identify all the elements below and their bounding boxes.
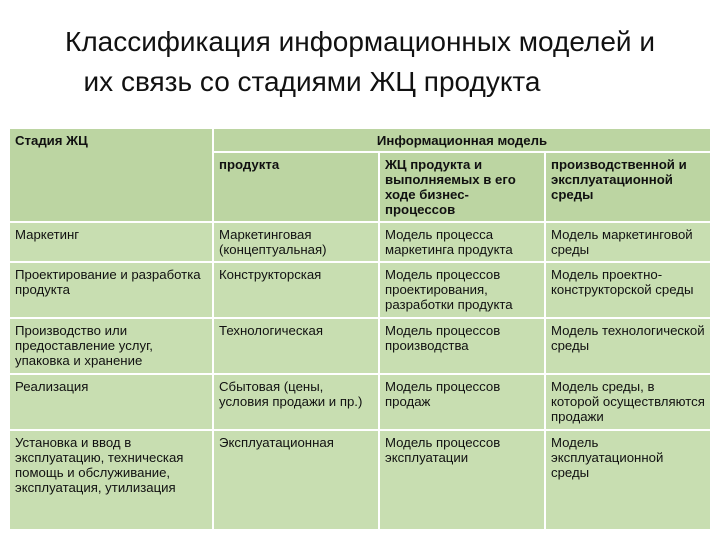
table-row <box>9 430 711 530</box>
header-lifecycle-processes: ЖЦ продукта и выполняемых в его ходе бизнес-процессов <box>379 152 545 222</box>
header-product: продукта <box>213 152 379 222</box>
header-environment: производственной и эксплуатационной среды <box>545 152 711 222</box>
table-row <box>9 318 711 374</box>
cell-stage: Проектирование и разработка продукта <box>9 262 213 318</box>
cell-product-model: Технологическая <box>213 318 379 374</box>
cell-environment-model: Модель маркетинговой среды <box>545 222 711 262</box>
header-information-model: Информационная модель <box>213 128 711 152</box>
table-row <box>9 374 711 430</box>
cell-process-model: Модель процессов эксплуатации <box>379 430 545 530</box>
classification-table <box>8 127 712 531</box>
cell-product-model: Конструкторская <box>213 262 379 318</box>
classification-table-container <box>8 127 710 513</box>
cell-environment-model: Модель среды, в которой осуществляются продажи <box>545 374 711 430</box>
cell-product-model: Маркетинговая (концептуальная) <box>213 222 379 262</box>
cell-environment-model: Модель технологической среды <box>545 318 711 374</box>
title-line-1: Классификация информационных моделей и <box>65 26 655 57</box>
cell-stage: Реализация <box>9 374 213 430</box>
cell-process-model: Модель процессов проектирования, разработки продукта <box>379 262 545 318</box>
cell-product-model: Эксплуатационная <box>213 430 379 530</box>
cell-process-model: Модель процессов продаж <box>379 374 545 430</box>
header-stage: Стадия ЖЦ <box>9 128 213 222</box>
slide-title <box>0 22 720 102</box>
table-row <box>9 222 711 262</box>
cell-process-model: Модель процесса маркетинга продукта <box>379 222 545 262</box>
table-header-row-1 <box>9 128 711 152</box>
cell-environment-model: Модель эксплуатационной среды <box>545 430 711 530</box>
cell-product-model: Сбытовая (цены, условия продажи и пр.) <box>213 374 379 430</box>
cell-process-model: Модель процессов производства <box>379 318 545 374</box>
cell-stage: Установка и ввод в эксплуатацию, техническая помощь и обслуживание, эксплуатация, утилизация <box>9 430 213 530</box>
cell-stage: Производство или предоставление услуг, упаковка и хранение <box>9 318 213 374</box>
table-row <box>9 262 711 318</box>
title-line-2: их связь со стадиями ЖЦ продукта <box>83 66 541 97</box>
cell-stage: Маркетинг <box>9 222 213 262</box>
cell-environment-model: Модель проектно-конструкторской среды <box>545 262 711 318</box>
